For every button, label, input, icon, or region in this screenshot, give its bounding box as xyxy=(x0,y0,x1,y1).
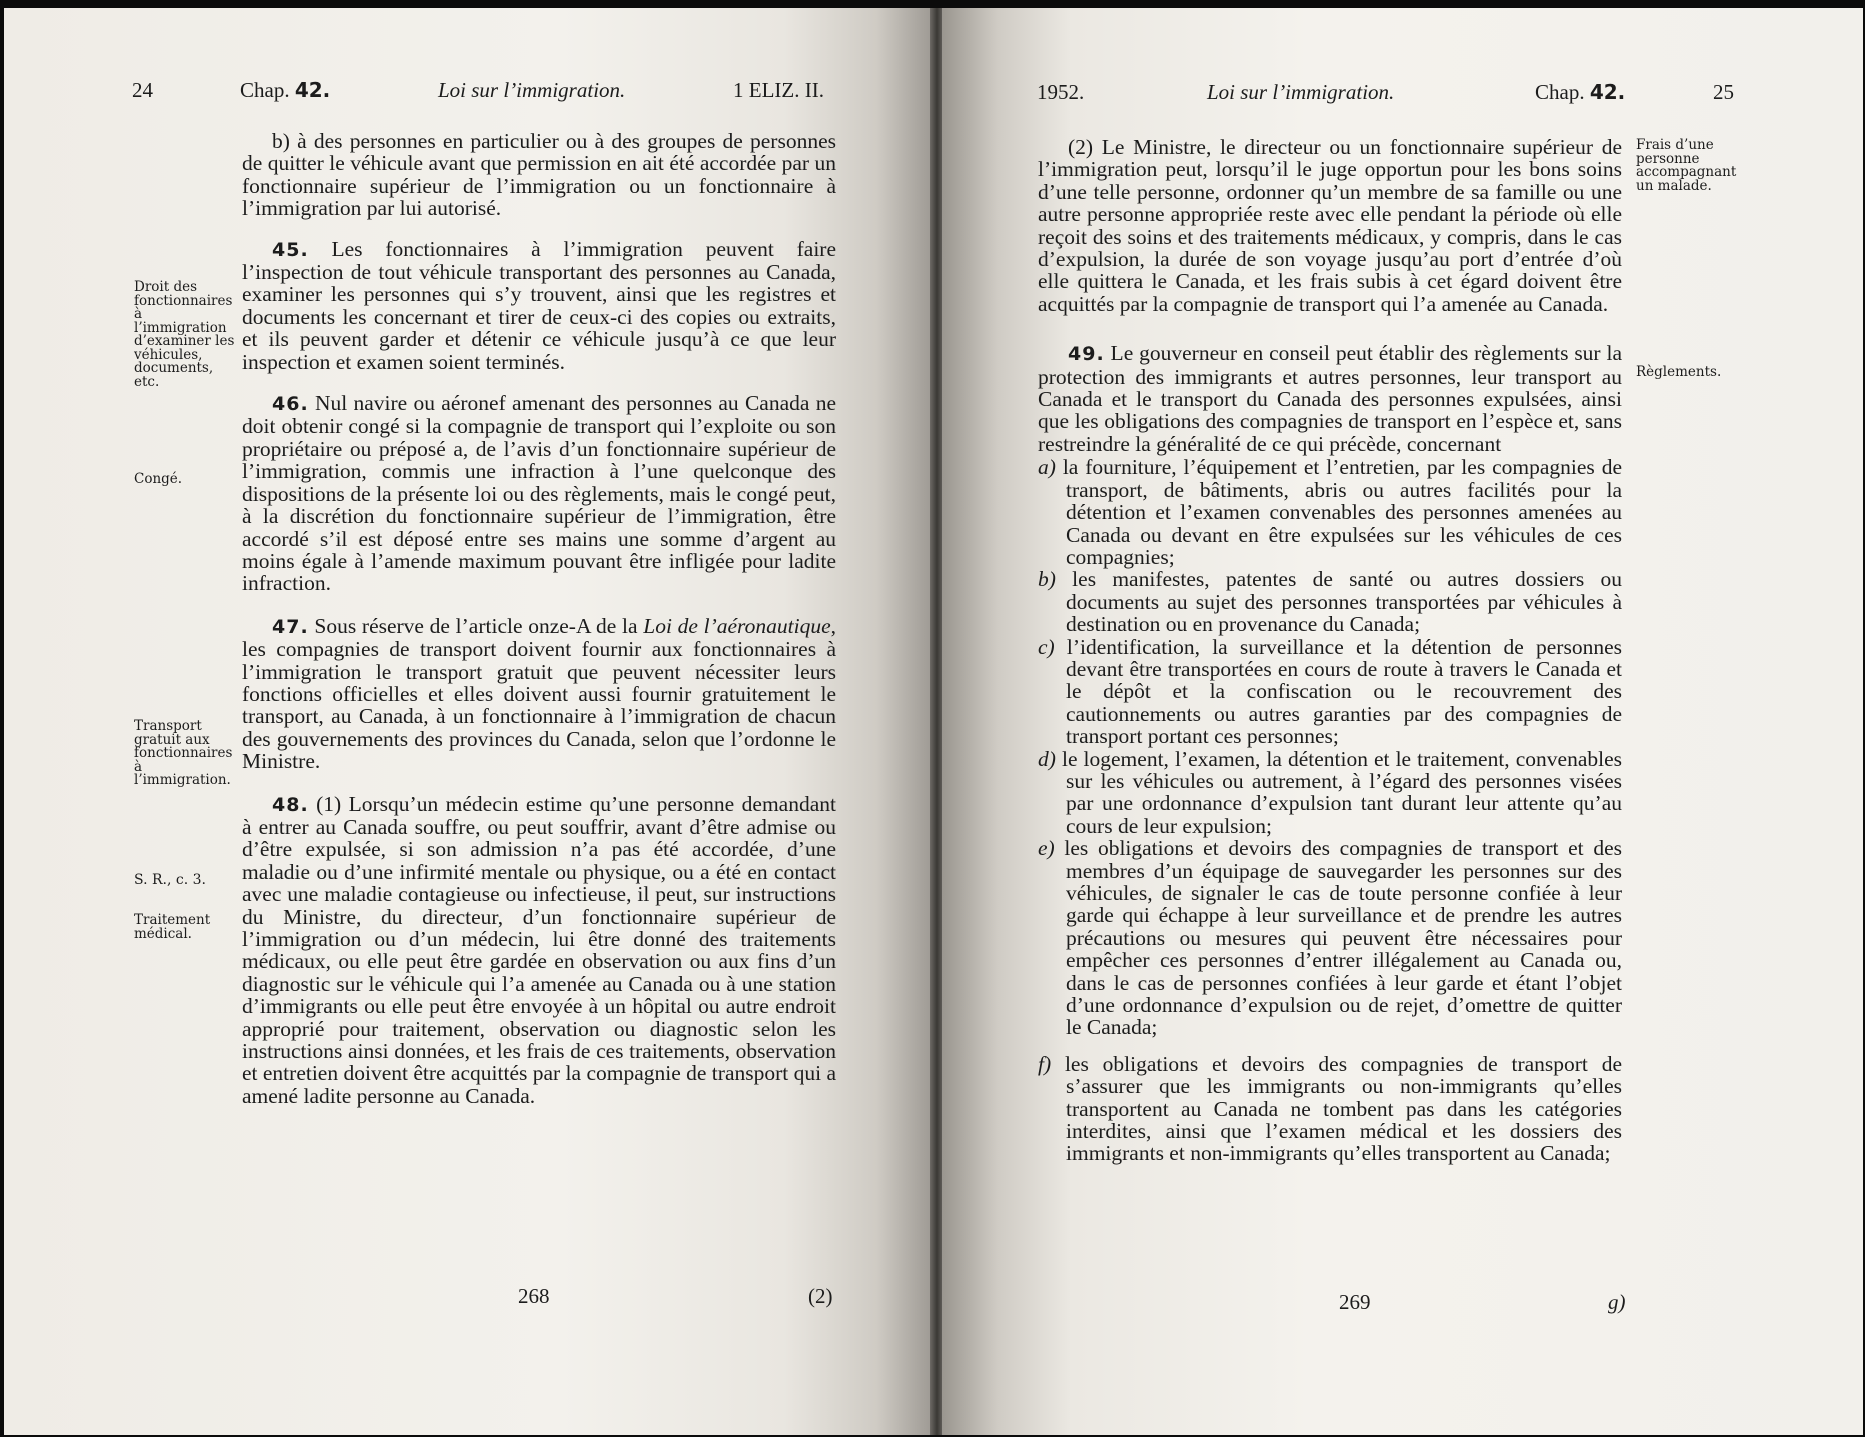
item-text: le logement, l’examen, la détention et le traitement, convenables sur les véhicules ou autrement, à l’égard des personnes visées par une ordonnance d’expulsion tant durant leur attente qu’au cours de leur expulsion; xyxy=(1055,746,1622,838)
left-running-title: Loi sur l’immigration. xyxy=(438,78,626,102)
section-text: Les fonctionnaires à l’immigration peuvent faire l’inspection de tout véhicule transportant des personnes au Canada, examiner les personnes qui s’y trouvent, ainsi que les registres et documents les concernant et tirer de ceux-ci des copies ou extraits, et ils peuvent garder et détenir ce véhicule jusqu’à ce que leur inspection et examen soient terminés. xyxy=(242,236,836,374)
left-footer-page-number: 268 xyxy=(518,1284,550,1308)
margin-note-s46: Congé. xyxy=(134,471,183,487)
right-year: 1952. xyxy=(1037,80,1085,104)
item-label: f) xyxy=(1038,1051,1052,1076)
left-regnal-year: 1 ELIZ. II. xyxy=(733,78,824,102)
item-label: b) xyxy=(1038,567,1056,592)
item-label: d) xyxy=(1038,746,1056,771)
item-text: l’identification, la surveillance et la détention de personnes devant être transportées en cours de route à travers le Canada et le dépôt et la confiscation ou le recouvrement des cautionnements ou autres garanties par des compagnies de transport portant ces personnes; xyxy=(1054,634,1622,749)
item-c xyxy=(1038,636,1622,748)
margin-note-para2: Frais d’une personne accompagnant un malade. xyxy=(1636,137,1737,194)
margin-note-s48: Traitement médical. xyxy=(134,912,211,942)
item-text: les obligations et devoirs des compagnies de transport et des membres d’un équipage de sauvegarder les personnes sur des véhicules, de signaler le cas de toute personne confiée à leur garde qui échappe à leur surveillance et de prendre les autres précautions ou mesures qui peuvent être nécessaires pour empêcher ces personnes d’entrer illégalement au Canada ou, dans le cas de personnes confiées à leur garde et étant l’objet d’une ordonnance d’expulsion ou de rejet, d’omettre de quitter le Canada; xyxy=(1054,836,1622,1040)
right-page xyxy=(942,8,1863,1435)
left-chap-num: 42. xyxy=(294,78,331,102)
item-text: la fourniture, l’équipement et l’entretien, par les compagnies de transport, de bâtiments, abris ou autres facilités pour la détention et l’examen convenables des personnes amenées au Canada ou devant en être expulsées sur les véhicules de ces compagnies; xyxy=(1055,455,1622,569)
continuation-b: b) à des personnes en particulier ou à des groupes de personnes de quitter le véhicule avant que permission en ait été accordée par un fonctionnaire supérieur de l’immigration ou un fonctionnaire à l’immigration par lui autorisé. xyxy=(242,129,836,221)
item-label: a) xyxy=(1038,455,1056,480)
margin-note-s45: Droit des fonctionnaires à l’immigration d’examiner les véhicules, documents, etc. xyxy=(134,279,235,390)
section-number: 47. xyxy=(272,615,309,638)
book-spread xyxy=(4,8,1863,1435)
left-page-number: 24 xyxy=(132,78,153,102)
item-text: les obligations et devoirs des compagnies de transport de s’assurer que les immigrants ou non-immigrants qu’elles transportent au Canada ne tombent pas dans les catégories interdites, ainsi que l’examen médical et les dossiers des immigrants et non-immigrants qu’elles transportent au Canada; xyxy=(1051,1051,1622,1166)
section-text: Sous réserve de l’article onze-A de la xyxy=(308,613,644,638)
right-chap-num: 42. xyxy=(1589,80,1626,104)
right-body xyxy=(1038,136,1622,1165)
section-47 xyxy=(242,615,836,773)
section-text: (1) Lorsqu’un médecin estime qu’une personne demandant à entrer au Canada souffre, ou peut souffrir, avant d’être admise ou d’être expulsée, si son admission n’a pas été accordée, d’une maladie ou d’une infirmité mentale ou physique, ou a été en contact avec une maladie contagieuse ou infectieuse, il peut, sur instructions du Ministre, du directeur, d’un fonctionnaire supérieur de l’immigration ou d’un médecin, lui être donné des traitements médicaux, ou elle peut être gardée en observation ou aux fins d’un diagnostic sur le véhicule qui l’a amenée au Canada ou à une station d’immigrants ou elle peut être envoyée à un hôpital ou autre endroit approprié pour traitement, observation ou diagnostic selon les instructions ainsi données, et les frais de ces traitements, observation et entretien doivent être acquittés par la compagnie de transport qui a amené ladite personne au Canada. xyxy=(242,791,837,1108)
left-footer-catchword: (2) xyxy=(808,1284,833,1308)
paragraph-48-2: (2) Le Ministre, le directeur ou un fonctionnaire supérieur de l’immigration peut, lorsqu’il le juge opportun pour les bons soins d’une telle personne, ordonner qu’un membre de sa famille ou une autre personne appropriée reste avec elle pendant la période où elle reçoit des soins et des traitements médicaux, y compris, dans le cas d’expulsion, la durée de son voyage jusqu’au port d’entrée d’où elle quittera le Canada, et les frais subis à cet égard doivent être acquittés par la compagnie de transport qui l’a amenée au Canada. xyxy=(1038,135,1622,316)
item-d xyxy=(1038,748,1622,838)
section-text: Nul navire ou aéronef amenant des personnes au Canada ne doit obtenir congé si la compagnie de transport qui l’exploite ou son propriétaire ou préposé a, de l’avis d’un fonctionnaire supérieur de l’immigration, commis une infraction à l’une quelconque des dispositions de la présente loi ou des règlements, mais le congé peut, à la discrétion du fonctionnaire supérieur de l’immigration, être accordé s’il est déposé entre ses mains une somme d’argent au moins égale à l’amende maximum pouvant être infligée pour ladite infraction. xyxy=(242,391,836,596)
item-label: c) xyxy=(1038,634,1055,659)
section-text-italic: Loi de l’aéronautique xyxy=(643,613,831,638)
margin-note-s47-ref: S. R., c. 3. xyxy=(134,872,206,888)
item-text: les manifestes, patentes de santé ou autres dossiers ou documents au sujet des personnes transportées par véhicules à destination ou en provenance du Canada; xyxy=(1055,567,1622,637)
right-chapter-heading xyxy=(1535,80,1625,105)
right-running-title: Loi sur l’immigration. xyxy=(1207,80,1395,104)
left-chapter-heading xyxy=(240,78,330,103)
left-page xyxy=(4,8,932,1435)
section-number: 48. xyxy=(272,793,309,816)
left-body xyxy=(242,130,836,1107)
item-f xyxy=(1038,1053,1622,1165)
section-number: 46. xyxy=(272,393,309,416)
section-49 xyxy=(1038,342,1622,455)
section-text: Le gouverneur en conseil peut établir des règlements sur la protection des immigrants et autres personnes, leur transport au Canada et le transport du Canada des personnes expulsées, ainsi que les obligations des compagnies de transport en l’espèce et, sans restreindre la généralité de ce qui précède, concernant xyxy=(1038,341,1622,456)
right-footer-catchword: g) xyxy=(1608,1290,1626,1314)
right-chap-label: Chap. xyxy=(1535,80,1585,104)
margin-note-s47: Transport gratuit aux fonctionnaires à l’immigration. xyxy=(134,718,233,788)
section-number: 49. xyxy=(1068,343,1105,366)
left-chap-label: Chap. xyxy=(240,78,290,102)
section-48 xyxy=(242,793,836,1108)
item-a xyxy=(1038,456,1622,568)
item-label: e) xyxy=(1038,836,1055,861)
right-footer-page-number: 269 xyxy=(1339,1290,1371,1314)
item-e xyxy=(1038,837,1622,1039)
section-46 xyxy=(242,392,836,595)
section-45 xyxy=(242,238,836,373)
right-page-number: 25 xyxy=(1713,80,1734,104)
section-number: 45. xyxy=(272,238,309,261)
margin-note-s49: Règlements. xyxy=(1636,364,1722,380)
section-text: , les compagnies de transport doivent fournir aux fonctionnaires à l’immigration le transport gratuit que peuvent nécessiter leurs fonctions officielles et elles doivent aussi fournir gratuitement le transport, au Canada, à un fonctionnaire à l’immigration de chacun des gouvernements des provinces du Canada, selon que l’ordonne le Ministre. xyxy=(242,613,836,774)
item-b xyxy=(1038,568,1622,635)
